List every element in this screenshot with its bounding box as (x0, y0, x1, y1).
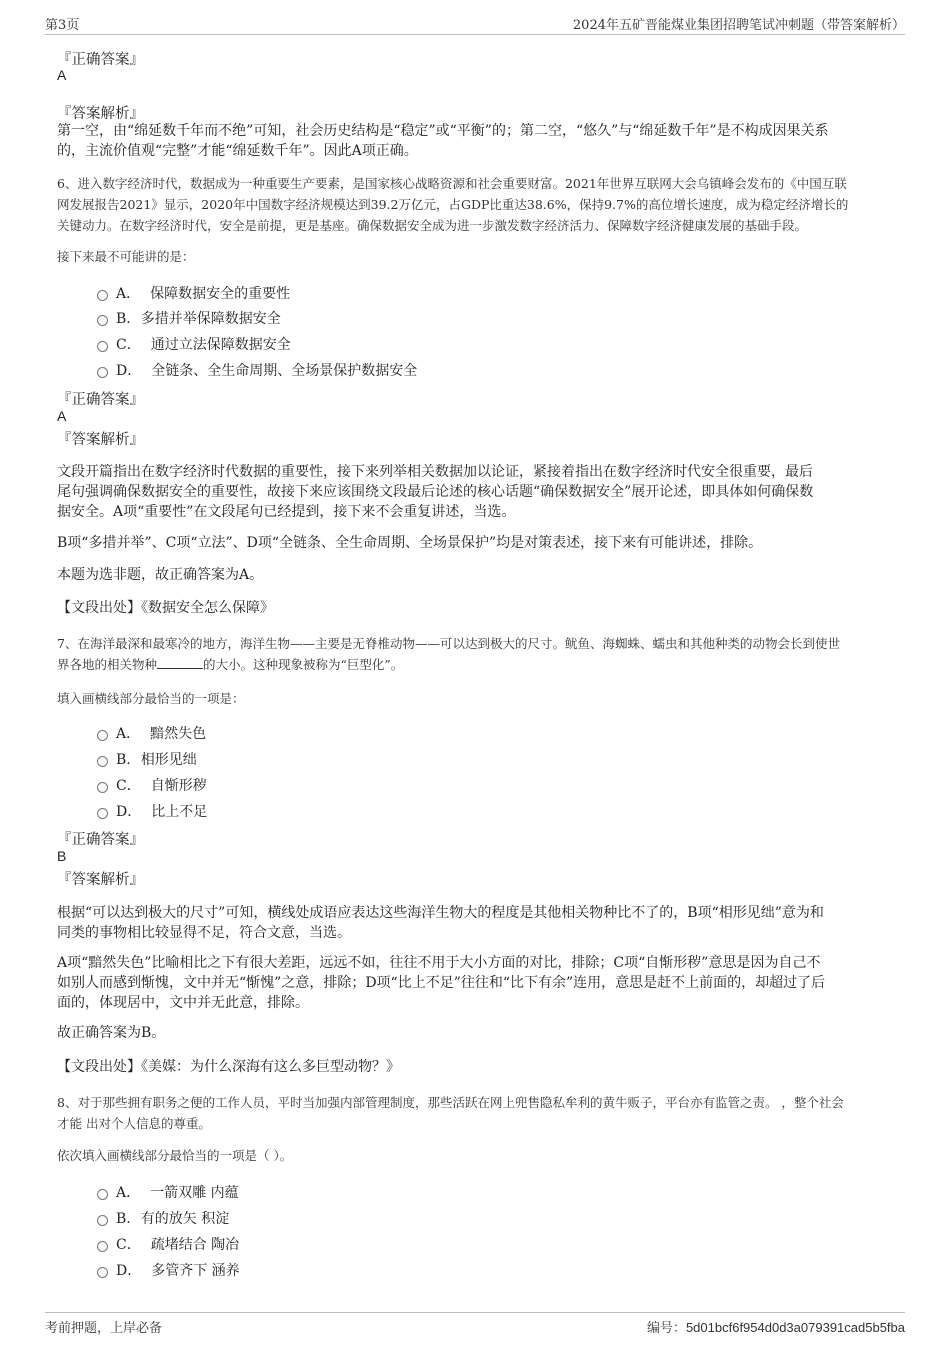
q6-analysis-p3: 本题为选非题，故正确答案为A。 (57, 567, 264, 583)
footer-slogan: 考前押题，上岸必备 (45, 1321, 163, 1336)
option-letter: A． (116, 286, 141, 302)
q6-option-d[interactable] (97, 360, 417, 382)
q7-question (57, 633, 917, 675)
q8-option-a[interactable] (97, 1182, 239, 1204)
option-text: 一箭双雕 内蕴 (150, 1185, 239, 1201)
q7-analysis-line: 同类的事物相比较显得不足，符合文意，当选。 (57, 925, 351, 941)
q6-option-b[interactable] (97, 308, 281, 330)
q5-analysis-line: 第一空，由“绵延数千年而不绝”可知，社会历史结构是“稳定”或“平衡”的；第二空，“悠久”与“绵延数千年”是不构成因果关系 (57, 123, 829, 139)
q8-question (57, 1092, 917, 1134)
option-letter: D． (116, 363, 142, 379)
radio-icon[interactable] (97, 1241, 108, 1252)
option-letter: D． (116, 1263, 142, 1279)
q6-analysis-p2: B项“多措并举”、C项“立法”、D项“全链条、全生命周期、全场景保护”均是对策表述，接下来有可能讲述，排除。 (57, 535, 763, 551)
q8-option-b[interactable] (97, 1208, 229, 1230)
option-letter: D． (116, 804, 142, 820)
q5-analysis-line: 的，主流价值观“完整”才能“绵延数千年”。因此A项正确。 (57, 143, 418, 159)
option-letter: B. (116, 311, 131, 327)
q7-analysis-line: 如别人而感到惭愧，文中并无“惭愧”之意，排除；D项“比上不足”往往和“比下有余”连用，意思是赶不上前面的，却超过了后 (57, 975, 826, 991)
q6-analysis-line: 文段开篇指出在数字经济时代数据的重要性，接下来列举相关数据加以论证，紧接着指出在数字经济时代安全很重要，最后 (57, 464, 813, 480)
document-code-value: 5d01bcf6f954d0d3a079391cad5b5fba (685, 1320, 905, 1335)
q6-answer-label: 『正确答案』 (57, 392, 144, 408)
q6-source: 【文段出处】《数据安全怎么保障》 (57, 600, 274, 616)
q6-option-a[interactable] (97, 283, 290, 305)
q7-option-b[interactable] (97, 749, 197, 771)
option-text: 相形见绌 (140, 752, 197, 768)
option-letter: C． (116, 778, 141, 794)
document-title: 2024年五矿晋能煤业集团招聘笔试冲刺题（带答案解析） (572, 18, 905, 33)
option-letter: C． (116, 337, 141, 353)
option-text: 全链条、全生命周期、全场景保护数据安全 (151, 363, 418, 379)
option-letter: B. (116, 752, 131, 768)
option-text: 多措并举保障数据安全 (140, 311, 281, 327)
fill-in-blank (157, 654, 203, 669)
q7-analysis-p2 (57, 953, 907, 1013)
q7-analysis-p3: 故正确答案为B。 (57, 1025, 166, 1041)
radio-icon[interactable] (97, 367, 108, 378)
q6-analysis-p1 (57, 462, 907, 522)
q6-text-line: 6、进入数字经济时代，数据成为一种重要生产要素，是国家核心战略资源和社会重要财富。2021年世界互联网大会乌镇峰会发布的《中国互联 (57, 176, 847, 191)
q8-text-line: 8、对于那些拥有职务之便的工作人员，平时当加强内部管理制度，那些活跃在网上兜售隐私牟利的黄牛贩子，平台亦有监管之责。 ，整个社会 (57, 1095, 844, 1110)
q8-prompt: 依次填入画横线部分最恰当的一项是（ ）。 (57, 1148, 293, 1163)
q6-option-c[interactable] (97, 334, 291, 356)
q5-answer-label: 『正确答案』 (57, 52, 144, 68)
radio-icon[interactable] (97, 782, 108, 793)
q7-text-segment: 界各地的相关物种 (57, 657, 158, 672)
q7-text-segment: 的大小。这种现象被称为“巨型化”。 (203, 657, 404, 672)
q7-text-line (57, 654, 917, 675)
q6-analysis-line: 尾句强调确保数据安全的重要性，故接下来应该围绕文段最后论述的核心话题“确保数据安全”展开论述，即具体如何确保数 (57, 484, 814, 500)
q8-option-c[interactable] (97, 1234, 239, 1256)
radio-icon[interactable] (97, 1215, 108, 1226)
q7-analysis-line: 面的，体现居中，文中并无此意，排除。 (57, 995, 309, 1011)
q7-source: 【文段出处】《美媒：为什么深海有这么多巨型动物？》 (57, 1059, 400, 1075)
q7-option-c[interactable] (97, 775, 207, 797)
option-text: 疏堵结合 陶冶 (150, 1237, 240, 1253)
option-text: 通过立法保障数据安全 (150, 337, 291, 353)
radio-icon[interactable] (97, 756, 108, 767)
q7-text-line: 7、在海洋最深和最寒冷的地方，海洋生物——主要是无脊椎动物——可以达到极大的尺寸。鱿鱼、海蜘蛛、蠕虫和其他种类的动物会长到使世 (57, 636, 840, 651)
option-text: 有的放矢 积淀 (140, 1211, 230, 1227)
option-text: 多管齐下 涵养 (151, 1263, 240, 1279)
option-text: 比上不足 (151, 804, 208, 820)
q8-text-line: 才能 出对个人信息的尊重。 (57, 1116, 211, 1131)
q8-option-d[interactable] (97, 1260, 240, 1282)
page-number: 第3页 (45, 18, 80, 33)
option-text: 黯然失色 (150, 726, 207, 742)
page-footer (45, 1312, 905, 1335)
q6-text-line: 网发展报告2021》显示，2020年中国数字经济规模达到39.2万亿元，占GDP比重达38.6%，保持9.7%的高位增长速度，成为稳定经济增长的 (57, 197, 849, 212)
q6-question (57, 173, 917, 236)
radio-icon[interactable] (97, 1267, 108, 1278)
q5-answer: A (57, 67, 67, 83)
option-text: 保障数据安全的重要性 (150, 286, 291, 302)
option-letter: C． (116, 1237, 141, 1253)
radio-icon[interactable] (97, 730, 108, 741)
option-letter: A． (116, 726, 141, 742)
q7-analysis-line: 根据“可以达到极大的尺寸”可知，横线处成语应表达这些海洋生物大的程度是其他相关物种比不了的，B项“相形见绌”意为和 (57, 905, 824, 921)
q6-analysis-label: 『答案解析』 (57, 432, 144, 448)
q5-analysis-label: 『答案解析』 (57, 106, 144, 122)
q7-answer: B (57, 848, 67, 864)
option-letter: B. (116, 1211, 131, 1227)
q7-analysis-line: A项“黯然失色”比喻相比之下有很大差距，远远不如，往往不用于大小方面的对比，排除；C项“自惭形秽”意思是因为自己不 (57, 955, 821, 971)
q5-analysis (57, 121, 907, 161)
radio-icon[interactable] (97, 341, 108, 352)
q7-analysis-label: 『答案解析』 (57, 872, 144, 888)
q6-prompt: 接下来最不可能讲的是： (57, 249, 195, 264)
q6-answer: A (57, 408, 67, 424)
option-letter: A． (116, 1185, 141, 1201)
document-code (647, 1317, 905, 1336)
radio-icon[interactable] (97, 808, 108, 819)
q7-answer-label: 『正确答案』 (57, 832, 144, 848)
radio-icon[interactable] (97, 290, 108, 301)
radio-icon[interactable] (97, 1189, 108, 1200)
q7-analysis-p1 (57, 903, 907, 943)
page-header (45, 12, 905, 35)
q7-option-a[interactable] (97, 723, 206, 745)
q7-prompt: 填入画横线部分最恰当的一项是： (57, 691, 245, 706)
option-text: 自惭形秽 (150, 778, 207, 794)
q6-text-line: 关键动力。在数字经济时代，安全是前提，更是基座。确保数据安全成为进一步激发数字经济活力、保障数字经济健康发展的基础手段。 (57, 218, 808, 233)
radio-icon[interactable] (97, 315, 108, 326)
q7-option-d[interactable] (97, 801, 207, 823)
q6-analysis-line: 据安全。A项“重要性”在文段尾句已经提到，接下来不会重复讲述，当选。 (57, 504, 516, 520)
document-code-label: 编号： (646, 1321, 686, 1336)
